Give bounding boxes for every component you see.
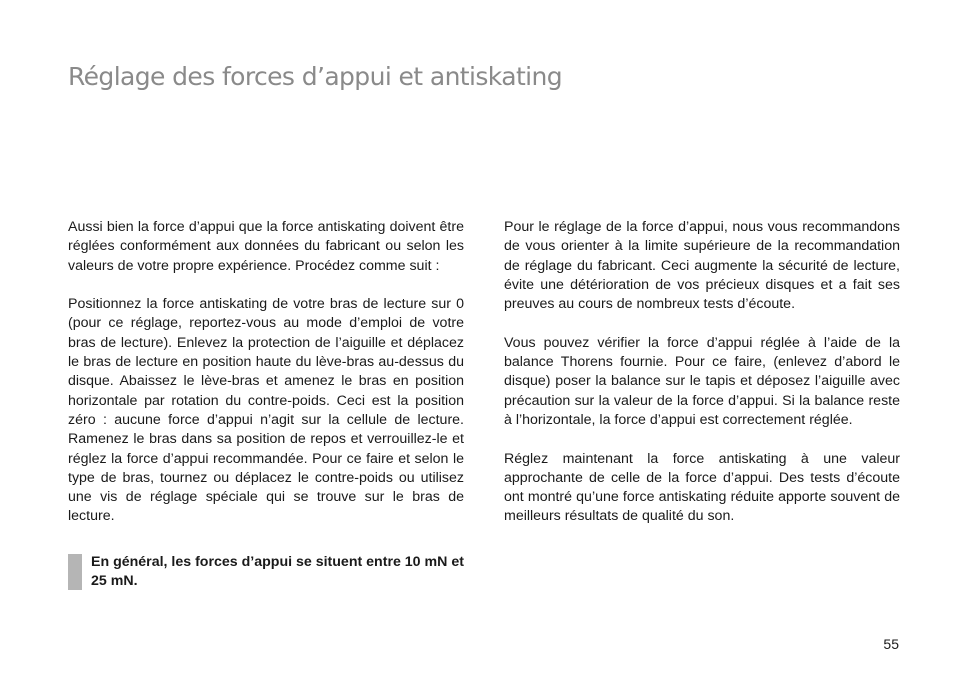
highlight-note — [68, 553, 464, 592]
paragraph-antiskating: Réglez maintenant la force antiskating à une valeur approchante de celle de la force d’appui. Des tests d’écoute ont montré qu’une force antiskating réduite apporte souvent de meilleurs résultats de qualité du son. — [504, 450, 900, 525]
note-text: En général, les forces d’appui se situent entre 10 mN et 25 mN. — [91, 553, 464, 590]
right-column — [504, 218, 900, 546]
note-marker-bar — [68, 554, 82, 590]
page-title: Réglage des forces d’appui et antiskating — [68, 62, 563, 91]
page-number: 55 — [883, 636, 899, 652]
paragraph-balance-check: Vous pouvez vérifier la force d’appui réglée à l’aide de la balance Thorens fournie. Pour ce faire, (enlevez d’abord le disque) poser la balance sur le tapis et déposez l’aiguille avec précaution sur la valeur de la force d’appui. Si la balance reste à l’horizontale, la force d’appui est correctement réglée. — [504, 334, 900, 428]
paragraph-procedure: Positionnez la force antiskating de votre bras de lecture sur 0 (pour ce réglage, reportez-vous au mode d’emploi de votre bras de lecture). Enlevez la protection de l’aiguille et déplacez le bras de lecture en position haute du lève-bras au-dessus du disque. Abaissez le lève-bras et amenez le bras en position horizontale par rotation du contre-poids. Ceci est la position zéro : aucune force d’appui n’agit sur la cellule de lecture. Ramenez le bras dans sa position de repos et verrouillez-le et réglez la force d’appui recommandée. Pour ce faire et selon le type de bras, tournez ou déplacez le contre-poids ou utilisez une vis de réglage spéciale qui se trouve sur le bras de lecture. — [68, 296, 464, 525]
paragraph-recommendation: Pour le réglage de la force d’appui, nous vous recommandons de vous orienter à la limite supérieure de la recommandation de réglage du fabricant. Ceci augmente la sécurité de lecture, évite une détérioration de vos précieux disques et a fait ses preuves au cours de nombreux tests d’écoute. — [504, 219, 900, 313]
left-column — [68, 218, 464, 591]
paragraph-intro: Aussi bien la force d’appui que la force antiskating doivent être réglées conformément aux données du fabricant ou selon les valeurs de votre propre expérience. Procédez comme suit : — [68, 219, 464, 274]
